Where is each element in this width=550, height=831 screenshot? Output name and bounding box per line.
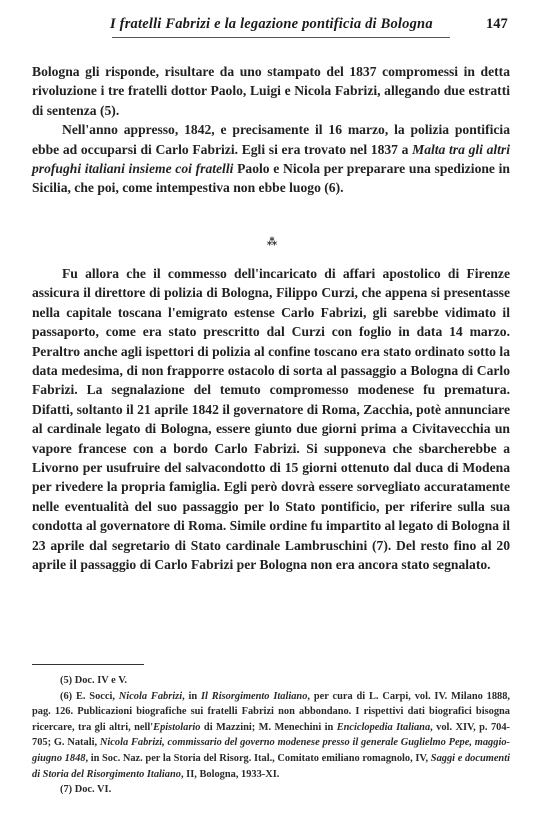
fn6-part: di Mazzini; M. Menechini in [200, 721, 337, 733]
fn6-italic: Enciclopedia Italiana [336, 721, 431, 733]
fn6-part: , II, Bologna, 1933-XI. [180, 768, 280, 780]
body-text-top [32, 62, 510, 198]
paragraph-carlo-text-b: Paolo e Nicola per preparare una spedizione in Sicilia, che poi, come intempestiva non ebbe luogo (6). [32, 161, 510, 196]
paragraph-carlo [32, 120, 510, 198]
footnote-rule [32, 664, 144, 665]
asterism-glyph: ⁂ [266, 237, 278, 248]
fn6-italic: Nicola Fabrizi [118, 690, 183, 702]
fn6-part: , in [182, 690, 202, 702]
fn6-italic: Nicola Fabrizi, commissario del governo modenese presso il generale Guglielmo Pepe, maggio-giugno 1848 [32, 737, 510, 764]
header-rule [112, 37, 450, 38]
section-separator-asterism [262, 238, 282, 256]
footnote-7: (7) Doc. VI. [60, 784, 112, 796]
paragraph-carlo-text-a: Nell'anno appresso, 1842, e precisamente il 16 marzo, la polizia pontificia ebbe ad occuparsi di Carlo Fabrizi. Egli si era trovato nel 1837 a [32, 122, 510, 157]
footnote-5: (5) Doc. IV e V. [60, 675, 127, 686]
paragraph-continuation: Bologna gli risponde, risultare da uno stampato del 1837 compromessi in detta rivoluzione i tre fratelli dottor Paolo, Luigi e Nicola Fabrizi, allegando due estratti di sentenza (5). [32, 64, 510, 118]
fn6-part: , per cura di L. Carpi, vol. IV. Milano 1888, pag. 126. Publicazioni biografiche sui fratelli Fabrizi non abbondano. I rispettivi dati biografici bisogna ricercare, tra gli altri, nell' [32, 690, 510, 733]
fn6-part: (6) E. Socci, [60, 690, 119, 702]
paragraph-main: Fu allora che il commesso dell'incaricato di affari apostolico di Firenze assicura il direttore di polizia di Bologna, Filippo Curzi, che appena si presentasse nella capitale toscana l'emigrato estense Carlo Fabrizi, gli sarebbe vidimato il passaporto, come era stato prescritto dal Curzi con foglio in data 14 marzo. Peraltro anche agli ispettori di polizia al confine toscano era stato ordinato sotto la data medesima, di non frapporre ostacolo di sorta al passaggio a Bologna di Carlo Fabrizi. La segnalazione del temuto compromesso modenese fu prematura. Difatti, soltanto il 21 aprile 1842 il governatore di Roma, Zacchia, potè annunciare al cardinale legato di Bologna, essere giunto due giorni prima a Civitavecchia un vapore francese con a bordo Carlo Fabrizi. Si supponeva che sbarcherebbe a Livorno per usufruire del salvacondotto di 15 giorni ottenuto dal duca di Modena per rivedere la propria famiglia. Egli però dovrà essere sorvegliato accuratamente nelle eventualità del suo passaggio per lo Stato pontificio, per riferire sulla sua condotta al governatore di Roma. Simile ordine fu impartito al legato di Bologna il 23 aprile dal segretario di Stato cardinale Lambruschini (7). Del resto fino al 20 aprile il passaggio di Carlo Fabrizi per Bologna non era ancora stato segnalato. [32, 266, 510, 573]
fn6-part: , vol. XIV, p. 704-705; G. Natali, [32, 721, 510, 749]
body-text-main [32, 264, 510, 575]
footnote-6 [32, 689, 510, 783]
running-title: I fratelli Fabrizi e la legazione pontificia di Bologna [110, 16, 433, 32]
page-number: 147 [486, 16, 508, 32]
fn6-italic: Il Risorgimento Italiano [201, 690, 308, 702]
fn6-part: , in Soc. Naz. per la Storia del Risorg. Ital., Comitato emiliano romagnolo, IV, [85, 752, 431, 764]
running-header [0, 16, 550, 38]
fn6-italic: Epistolario [153, 721, 201, 733]
footnotes [32, 673, 510, 798]
fn6-italic: Saggi e documenti di Storia del Risorgimento Italiano [32, 752, 510, 780]
paragraph-carlo-italic: Malta tra gli altri profughi italiani insieme coi fratelli [32, 141, 511, 177]
